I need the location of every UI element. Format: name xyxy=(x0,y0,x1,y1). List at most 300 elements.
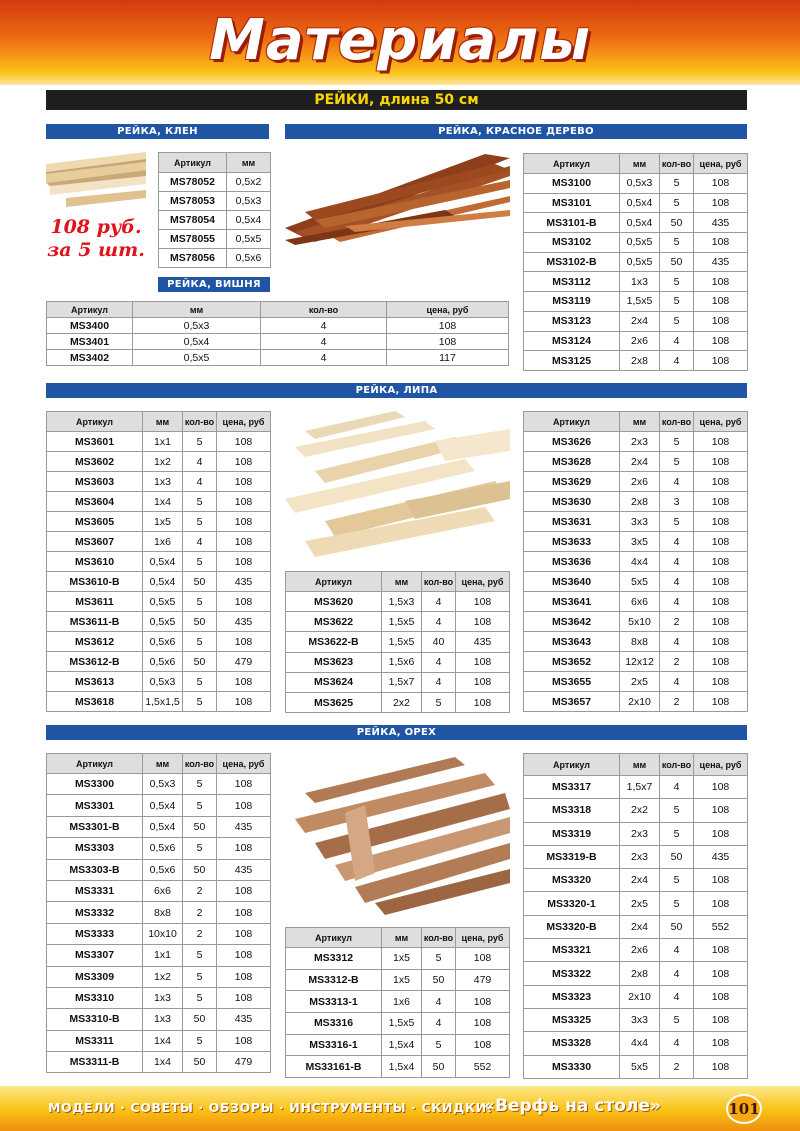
table-cell-qty: 5 xyxy=(183,512,217,532)
table-cell-mm: 0,5x5 xyxy=(143,612,183,632)
table-cell-qty: 5 xyxy=(422,948,456,970)
table-row xyxy=(47,923,271,944)
column-header-art: Артикул xyxy=(286,928,382,948)
table-cell-qty: 2 xyxy=(660,652,694,672)
table-cell-qty: 5 xyxy=(660,193,694,213)
table-cell-qty: 5 xyxy=(660,822,694,845)
linden-right-table xyxy=(523,411,748,712)
table-cell-price: 108 xyxy=(456,672,510,692)
table-cell-mm: 0,5x3 xyxy=(620,174,660,194)
table-cell-qty: 50 xyxy=(422,1056,456,1078)
column-header-price: цена, руб xyxy=(217,412,271,432)
table-cell-qty: 50 xyxy=(183,572,217,592)
table-cell-mm: 0,5x4 xyxy=(133,334,261,350)
table-header-row xyxy=(286,928,510,948)
table-row xyxy=(524,193,748,213)
redwood-strips-photo xyxy=(285,150,510,245)
table-cell-mm: 0,5x5 xyxy=(143,592,183,612)
table-row xyxy=(159,230,271,249)
table-cell-price: 108 xyxy=(217,552,271,572)
table-cell-art: MS3300 xyxy=(47,774,143,795)
table-cell-art: MS3323 xyxy=(524,985,620,1008)
table-cell-art: MS3318 xyxy=(524,799,620,822)
table-row xyxy=(47,1030,271,1051)
table-cell-qty: 4 xyxy=(660,776,694,799)
table-cell-price: 108 xyxy=(217,672,271,692)
table-cell-art: MS3125 xyxy=(524,351,620,371)
table-cell-qty: 4 xyxy=(422,612,456,632)
column-header-art: Артикул xyxy=(47,302,133,318)
table-cell-qty: 5 xyxy=(183,492,217,512)
table-row xyxy=(524,672,748,692)
table-row xyxy=(286,612,510,632)
column-header-price: цена, руб xyxy=(217,754,271,774)
table-cell-price: 108 xyxy=(217,987,271,1008)
table-cell-price: 108 xyxy=(387,318,509,334)
table-row xyxy=(524,1032,748,1055)
table-cell-qty: 5 xyxy=(183,1030,217,1051)
section-maple-title: РЕЙКА, КЛЕН xyxy=(46,124,269,139)
table-cell-art: MS3332 xyxy=(47,902,143,923)
table-cell-price: 435 xyxy=(217,816,271,837)
table-cell-qty: 5 xyxy=(183,987,217,1008)
table-cell-price: 108 xyxy=(456,612,510,632)
table-cell-price: 552 xyxy=(456,1056,510,1078)
table-cell-mm: 0,5x6 xyxy=(143,632,183,652)
table-cell-mm: 2x2 xyxy=(620,799,660,822)
column-header-qty: кол-во xyxy=(660,754,694,776)
table-cell-qty: 4 xyxy=(261,318,387,334)
table-cell-art: MS3602 xyxy=(47,452,143,472)
table-cell-qty: 4 xyxy=(422,592,456,612)
table-cell-art: MS3319 xyxy=(524,822,620,845)
table-cell-qty: 50 xyxy=(183,1009,217,1030)
column-header-mm: мм xyxy=(620,154,660,174)
table-cell-mm: 4x4 xyxy=(620,1032,660,1055)
table-cell-price: 108 xyxy=(456,948,510,970)
table-row xyxy=(47,880,271,901)
table-cell-art: MS3123 xyxy=(524,311,620,331)
table-cell-price: 108 xyxy=(217,532,271,552)
table-cell-qty: 50 xyxy=(422,969,456,991)
table-cell-art: MS3601 xyxy=(47,432,143,452)
column-header-qty: кол-во xyxy=(183,754,217,774)
table-cell-art: MS3636 xyxy=(524,552,620,572)
table-header-row xyxy=(47,754,271,774)
table-cell-price: 435 xyxy=(694,213,748,233)
table-cell-price: 108 xyxy=(694,272,748,292)
table-row xyxy=(524,552,748,572)
table-row xyxy=(524,351,748,371)
table-cell-mm: 1x6 xyxy=(382,991,422,1013)
table-cell-price: 108 xyxy=(217,966,271,987)
table-cell-qty: 4 xyxy=(660,351,694,371)
table-cell-price: 108 xyxy=(694,1055,748,1078)
table-cell-qty: 5 xyxy=(183,795,217,816)
table-row xyxy=(47,692,271,712)
table-row xyxy=(524,213,748,233)
table-cell-art: MS78055 xyxy=(159,230,227,249)
table-header-row xyxy=(159,153,271,173)
table-cell-qty: 4 xyxy=(660,592,694,612)
table-cell-art: MS3322 xyxy=(524,962,620,985)
table-cell-price: 108 xyxy=(217,492,271,512)
table-row xyxy=(47,859,271,880)
table-cell-mm: 0,5x2 xyxy=(227,173,271,192)
table-cell-mm: 0,5x4 xyxy=(620,213,660,233)
table-cell-art: MS3655 xyxy=(524,672,620,692)
table-row xyxy=(524,272,748,292)
footer-brand: «Верфь на столе» xyxy=(484,1096,661,1116)
column-header-qty: кол-во xyxy=(660,154,694,174)
table-cell-mm: 2x2 xyxy=(382,692,422,712)
table-row xyxy=(524,776,748,799)
table-row xyxy=(286,692,510,712)
table-cell-mm: 0,5x3 xyxy=(143,774,183,795)
column-header-art: Артикул xyxy=(524,754,620,776)
table-cell-qty: 4 xyxy=(660,1032,694,1055)
table-cell-mm: 0,5x5 xyxy=(620,233,660,253)
table-cell-qty: 5 xyxy=(660,233,694,253)
table-cell-art: MS78056 xyxy=(159,249,227,268)
table-cell-price: 108 xyxy=(694,799,748,822)
table-cell-price: 108 xyxy=(694,692,748,712)
table-cell-qty: 4 xyxy=(261,334,387,350)
table-row xyxy=(524,892,748,915)
table-cell-art: MS3309 xyxy=(47,966,143,987)
table-cell-art: MS3310-B xyxy=(47,1009,143,1030)
table-cell-mm: 8x8 xyxy=(143,902,183,923)
table-cell-price: 108 xyxy=(694,472,748,492)
table-cell-mm: 0,5x4 xyxy=(227,211,271,230)
table-cell-art: MS3307 xyxy=(47,945,143,966)
table-cell-qty: 4 xyxy=(660,572,694,592)
maple-table xyxy=(158,152,271,268)
column-header-mm: мм xyxy=(620,754,660,776)
table-cell-art: MS3657 xyxy=(524,692,620,712)
page-title: Материалы xyxy=(209,8,591,73)
table-cell-price: 108 xyxy=(217,452,271,472)
table-cell-price: 108 xyxy=(694,822,748,845)
table-cell-price: 435 xyxy=(694,845,748,868)
table-row xyxy=(47,452,271,472)
table-row xyxy=(524,331,748,351)
table-cell-mm: 1x6 xyxy=(143,532,183,552)
table-row xyxy=(159,249,271,268)
table-cell-art: MS3633 xyxy=(524,532,620,552)
redwood-table xyxy=(523,153,748,371)
table-cell-art: MS3328 xyxy=(524,1032,620,1055)
table-row xyxy=(286,672,510,692)
table-cell-art: MS3610 xyxy=(47,552,143,572)
table-cell-qty: 5 xyxy=(660,512,694,532)
table-cell-art: MS3102 xyxy=(524,233,620,253)
table-row xyxy=(524,492,748,512)
table-cell-art: MS3316-1 xyxy=(286,1034,382,1056)
table-cell-art: MS3313-1 xyxy=(286,991,382,1013)
column-header-mm: мм xyxy=(382,572,422,592)
table-cell-mm: 1,5x5 xyxy=(382,612,422,632)
table-cell-qty: 4 xyxy=(660,962,694,985)
table-cell-mm: 1,5x4 xyxy=(382,1034,422,1056)
table-cell-art: MS3611 xyxy=(47,592,143,612)
price-note-line-1: 108 руб. xyxy=(50,216,142,238)
table-cell-qty: 5 xyxy=(183,632,217,652)
table-cell-mm: 3x3 xyxy=(620,512,660,532)
table-cell-qty: 4 xyxy=(422,991,456,1013)
table-cell-price: 108 xyxy=(456,1034,510,1056)
table-cell-mm: 5x5 xyxy=(620,572,660,592)
table-cell-art: MS3612-B xyxy=(47,652,143,672)
table-cell-price: 108 xyxy=(217,1030,271,1051)
table-row xyxy=(286,632,510,652)
table-cell-mm: 1x1 xyxy=(143,432,183,452)
table-cell-art: MS3303 xyxy=(47,838,143,859)
table-cell-art: MS3100 xyxy=(524,174,620,194)
table-cell-price: 108 xyxy=(694,612,748,632)
table-cell-mm: 2x4 xyxy=(620,311,660,331)
table-cell-art: MS3119 xyxy=(524,292,620,312)
table-cell-mm: 0,5x6 xyxy=(143,838,183,859)
table-cell-qty: 50 xyxy=(183,859,217,880)
table-cell-price: 479 xyxy=(217,1052,271,1073)
table-row xyxy=(47,774,271,795)
table-cell-price: 108 xyxy=(217,795,271,816)
table-cell-art: MS3311 xyxy=(47,1030,143,1051)
table-cell-mm: 0,5x4 xyxy=(143,572,183,592)
table-cell-qty: 5 xyxy=(660,174,694,194)
table-row xyxy=(47,672,271,692)
table-cell-art: MS3319-B xyxy=(524,845,620,868)
table-row xyxy=(47,350,509,366)
table-cell-art: MS3623 xyxy=(286,652,382,672)
table-cell-mm: 0,5x6 xyxy=(227,249,271,268)
table-cell-art: MS3301-B xyxy=(47,816,143,837)
column-header-mm: мм xyxy=(382,928,422,948)
table-row xyxy=(524,472,748,492)
table-cell-qty: 50 xyxy=(660,252,694,272)
table-header-row xyxy=(286,572,510,592)
table-row xyxy=(524,612,748,632)
table-cell-mm: 12x12 xyxy=(620,652,660,672)
table-cell-mm: 1,5x5 xyxy=(382,632,422,652)
table-cell-price: 108 xyxy=(694,939,748,962)
column-header-price: цена, руб xyxy=(694,412,748,432)
table-row xyxy=(524,432,748,452)
table-cell-price: 108 xyxy=(217,692,271,712)
table-cell-art: MS33161-B xyxy=(286,1056,382,1078)
cherry-table xyxy=(46,301,509,366)
table-cell-mm: 1x4 xyxy=(143,1052,183,1073)
table-row xyxy=(524,915,748,938)
table-row xyxy=(47,318,509,334)
table-row xyxy=(524,799,748,822)
table-cell-mm: 3x3 xyxy=(620,1008,660,1031)
table-cell-art: MS3631 xyxy=(524,512,620,532)
table-cell-price: 108 xyxy=(694,892,748,915)
table-row xyxy=(524,452,748,472)
table-cell-price: 108 xyxy=(694,1032,748,1055)
table-cell-mm: 1x3 xyxy=(143,987,183,1008)
table-cell-mm: 1,5x6 xyxy=(382,652,422,672)
table-cell-price: 108 xyxy=(694,672,748,692)
table-cell-art: MS3652 xyxy=(524,652,620,672)
table-cell-qty: 5 xyxy=(660,432,694,452)
table-row xyxy=(524,962,748,985)
table-cell-art: MS3124 xyxy=(524,331,620,351)
table-cell-mm: 2x4 xyxy=(620,452,660,472)
table-row xyxy=(286,592,510,612)
column-header-price: цена, руб xyxy=(387,302,509,318)
table-row xyxy=(47,966,271,987)
table-row xyxy=(524,592,748,612)
table-cell-mm: 2x10 xyxy=(620,985,660,1008)
table-cell-price: 108 xyxy=(694,985,748,1008)
table-cell-qty: 5 xyxy=(183,672,217,692)
table-row xyxy=(524,985,748,1008)
table-cell-price: 108 xyxy=(694,1008,748,1031)
table-cell-price: 108 xyxy=(456,592,510,612)
table-cell-mm: 2x3 xyxy=(620,845,660,868)
table-cell-art: MS3620 xyxy=(286,592,382,612)
table-header-row xyxy=(524,754,748,776)
table-cell-art: MS3625 xyxy=(286,692,382,712)
table-cell-mm: 2x6 xyxy=(620,939,660,962)
table-cell-price: 108 xyxy=(217,838,271,859)
table-cell-price: 108 xyxy=(694,776,748,799)
table-cell-price: 108 xyxy=(217,472,271,492)
table-cell-price: 108 xyxy=(694,292,748,312)
table-cell-art: MS3301 xyxy=(47,795,143,816)
column-header-mm: мм xyxy=(143,754,183,774)
column-header-price: цена, руб xyxy=(694,754,748,776)
column-header-qty: кол-во xyxy=(422,928,456,948)
table-row xyxy=(524,311,748,331)
table-header-row xyxy=(524,154,748,174)
table-cell-qty: 4 xyxy=(261,350,387,366)
table-cell-mm: 5x10 xyxy=(620,612,660,632)
table-cell-price: 108 xyxy=(217,512,271,532)
table-cell-qty: 50 xyxy=(660,213,694,233)
table-cell-price: 435 xyxy=(456,632,510,652)
table-cell-qty: 5 xyxy=(422,692,456,712)
table-row xyxy=(47,838,271,859)
table-cell-mm: 1,5x1,5 xyxy=(143,692,183,712)
table-cell-mm: 0,5x5 xyxy=(227,230,271,249)
table-cell-qty: 4 xyxy=(660,632,694,652)
table-cell-mm: 0,5x5 xyxy=(133,350,261,366)
table-row xyxy=(47,945,271,966)
table-cell-price: 108 xyxy=(694,233,748,253)
table-cell-price: 108 xyxy=(694,512,748,532)
table-cell-price: 435 xyxy=(694,252,748,272)
table-cell-price: 108 xyxy=(217,945,271,966)
table-cell-art: MS3102-B xyxy=(524,252,620,272)
table-cell-art: MS3622 xyxy=(286,612,382,632)
table-cell-qty: 50 xyxy=(183,652,217,672)
table-cell-mm: 1,5x5 xyxy=(620,292,660,312)
table-cell-art: MS3622-B xyxy=(286,632,382,652)
table-cell-mm: 1x4 xyxy=(143,492,183,512)
table-cell-price: 117 xyxy=(387,350,509,366)
table-cell-price: 108 xyxy=(694,193,748,213)
table-cell-qty: 4 xyxy=(183,472,217,492)
table-cell-mm: 0,5x5 xyxy=(620,252,660,272)
table-row xyxy=(47,572,271,592)
table-cell-qty: 5 xyxy=(660,869,694,892)
table-cell-price: 552 xyxy=(694,915,748,938)
table-cell-mm: 0,5x4 xyxy=(143,552,183,572)
table-cell-price: 108 xyxy=(456,1013,510,1035)
table-cell-mm: 2x10 xyxy=(620,692,660,712)
table-cell-qty: 40 xyxy=(422,632,456,652)
table-cell-qty: 4 xyxy=(660,552,694,572)
table-cell-price: 108 xyxy=(694,432,748,452)
table-cell-art: MS3605 xyxy=(47,512,143,532)
table-cell-price: 108 xyxy=(694,351,748,371)
table-cell-art: MS3401 xyxy=(47,334,133,350)
table-cell-qty: 4 xyxy=(660,939,694,962)
column-header-price: цена, руб xyxy=(694,154,748,174)
table-cell-price: 108 xyxy=(694,869,748,892)
table-cell-art: MS3320 xyxy=(524,869,620,892)
table-cell-price: 108 xyxy=(694,174,748,194)
table-cell-qty: 5 xyxy=(660,1008,694,1031)
table-cell-mm: 2x4 xyxy=(620,869,660,892)
table-cell-mm: 2x8 xyxy=(620,492,660,512)
table-row xyxy=(47,492,271,512)
table-cell-mm: 1,5x3 xyxy=(382,592,422,612)
table-cell-art: MS3610-B xyxy=(47,572,143,592)
table-cell-art: MS3312-B xyxy=(286,969,382,991)
table-row xyxy=(524,692,748,712)
table-cell-qty: 3 xyxy=(660,492,694,512)
table-cell-mm: 1x1 xyxy=(143,945,183,966)
table-cell-mm: 0,5x6 xyxy=(143,652,183,672)
table-cell-qty: 5 xyxy=(660,452,694,472)
table-cell-qty: 5 xyxy=(183,838,217,859)
table-cell-price: 435 xyxy=(217,612,271,632)
table-cell-qty: 5 xyxy=(660,892,694,915)
table-cell-price: 108 xyxy=(217,902,271,923)
table-cell-art: MS3630 xyxy=(524,492,620,512)
table-cell-art: MS3603 xyxy=(47,472,143,492)
table-cell-qty: 50 xyxy=(183,1052,217,1073)
table-cell-art: MS3330 xyxy=(524,1055,620,1078)
table-row xyxy=(47,512,271,532)
table-cell-art: MS3312 xyxy=(286,948,382,970)
table-row xyxy=(286,1034,510,1056)
column-header-mm: мм xyxy=(620,412,660,432)
table-cell-mm: 1x3 xyxy=(143,1009,183,1030)
table-cell-mm: 1x2 xyxy=(143,452,183,472)
table-cell-price: 108 xyxy=(694,652,748,672)
table-cell-qty: 5 xyxy=(183,945,217,966)
walnut-middle-table xyxy=(285,927,510,1078)
table-row xyxy=(47,612,271,632)
table-row xyxy=(47,795,271,816)
table-cell-mm: 2x8 xyxy=(620,962,660,985)
column-header-art: Артикул xyxy=(286,572,382,592)
footer-slogan: МОДЕЛИ · СОВЕТЫ · ОБЗОРЫ · ИНСТРУМЕНТЫ · СКИДКИ! xyxy=(48,1100,494,1115)
table-cell-price: 108 xyxy=(217,632,271,652)
table-row xyxy=(47,1052,271,1073)
table-header-row xyxy=(47,412,271,432)
table-row xyxy=(524,869,748,892)
table-cell-price: 108 xyxy=(387,334,509,350)
table-cell-price: 108 xyxy=(456,692,510,712)
table-cell-qty: 5 xyxy=(183,552,217,572)
